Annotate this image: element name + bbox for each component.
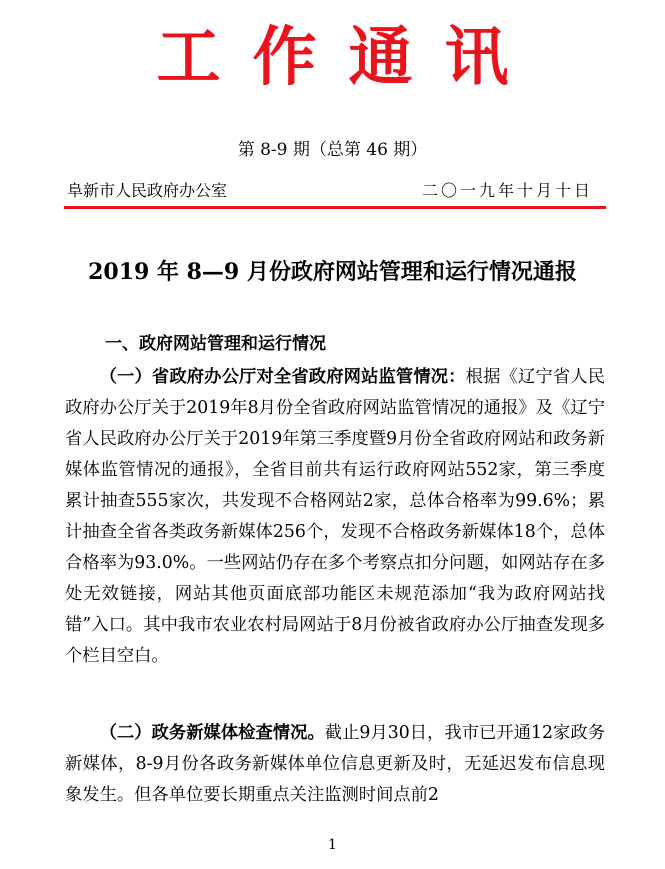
issuing-organization: 阜新市人民政府办公室 (67, 181, 228, 200)
document-title: 2019 年 8—9 月份政府网站管理和运行情况通报 (88, 259, 577, 285)
paragraph-1 (65, 362, 605, 672)
page-number: 1 (328, 837, 337, 853)
paragraph-1-body: 根据《辽宁省人民政府办公厅关于2019年8月份全省政府网站监管情况的通报》及《辽宁省人民政府办公厅关于2019年第三季度暨9月份全省政府网站和政务新媒体监管情况的通报》，全省目前共有运行政府网站552家，第三季度累计抽查555家次，共发现不合格网站2家，总体合格率为99.6%；累计抽查全省各类政务新媒体256个，发现不合格政务新媒体18个，总体合格率为93.0%。一些网站仍存在多个考察点扣分问题，如网站存在多处无效链接，网站其他页面底部功能区未规范添加“我为政府网站找错”入口。其中我市农业农村局网站于8月份被省政府办公厅抽查发现多个栏目空白。 (65, 367, 605, 666)
paragraph-2 (65, 718, 605, 811)
section-heading: 一、政府网站管理和运行情况 (105, 334, 326, 354)
issue-number: 第 8-9 期（总第 46 期） (237, 140, 428, 160)
paragraph-2-body: 截止9月30日，我市已开通12家政务新媒体，8-9月份各政务新媒体单位信息更新及时，无延迟发布信息现象发生。但各单位要长期重点关注监测时间点前2 (65, 723, 605, 805)
header-divider (64, 206, 606, 209)
issue-date: 二〇一九年十月十日 (421, 181, 593, 200)
paragraph-2-lead: （二）政务新媒体检查情况。 (99, 723, 325, 743)
paragraph-1-lead: （一）省政府办公厅对全省政府网站监管情况： (99, 367, 466, 387)
masthead-title: 工作通讯 (156, 21, 541, 95)
